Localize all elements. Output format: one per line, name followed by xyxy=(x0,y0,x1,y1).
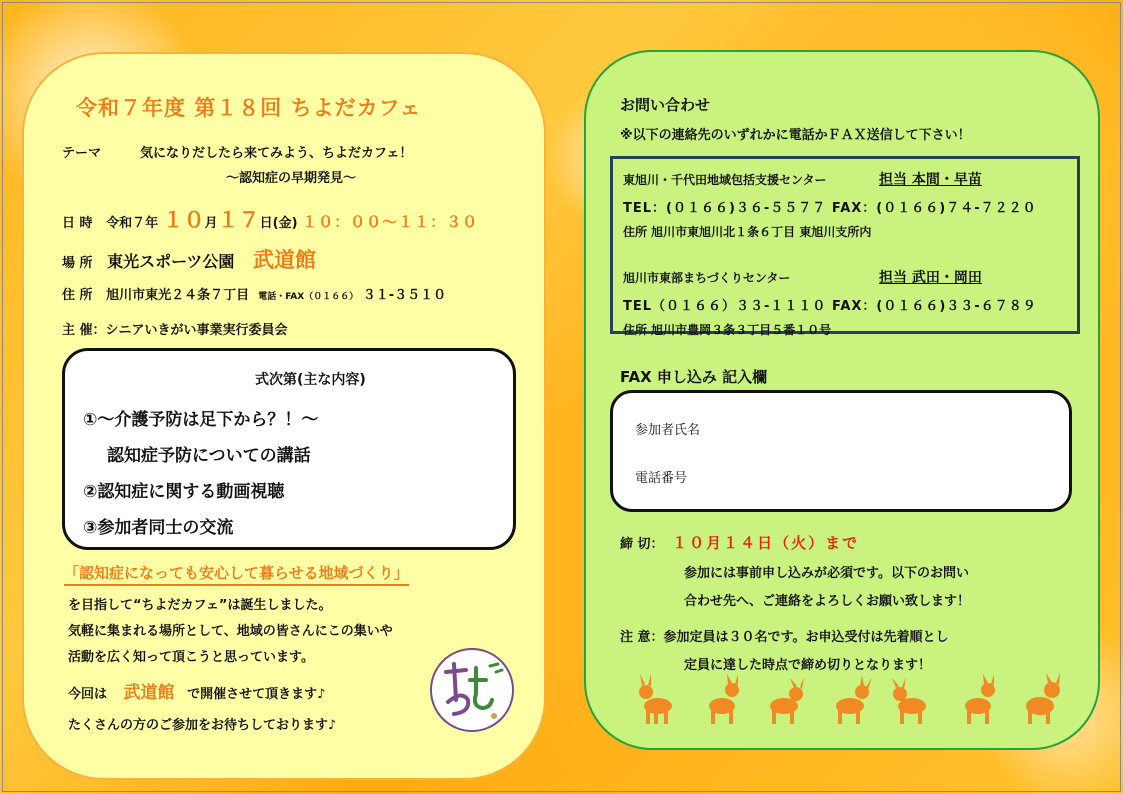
phone-number-field[interactable]: 電話番号 xyxy=(635,471,688,486)
addr-phone-label: 電話・FAX（０１６６） xyxy=(258,292,359,302)
date-day: １７ xyxy=(217,208,260,232)
agenda-item-3: ③参加者同士の交流 xyxy=(83,518,234,538)
agenda-box xyxy=(62,348,516,550)
intro-line-1: を目指して“ちよだカフェ”は誕生しました。 xyxy=(68,598,332,613)
contact-2-org: 旭川市東部まちづくりセンター xyxy=(623,271,791,285)
date-day-unit: 日(金) xyxy=(259,216,298,231)
deer-decoration xyxy=(634,672,1074,732)
deadline-note-1: 参加には事前申し込みが必須です。以下のお問い xyxy=(684,566,969,581)
place-name: 東光スポーツ公園 xyxy=(107,252,235,271)
contact-1-staff: 担当 本間・早苗 xyxy=(879,172,982,188)
contact-1-name xyxy=(623,171,982,188)
venue-announcement xyxy=(68,678,325,703)
theme-label: テーマ xyxy=(62,146,102,161)
fax-form-title: FAX 申し込み 記入欄 xyxy=(620,368,768,386)
deer-icon xyxy=(762,672,810,728)
agenda-title: 式次第(主な内容) xyxy=(255,372,366,388)
intro-line-3: 活動を広く知って頂こうと思っています。 xyxy=(68,650,314,665)
chiyoda-cafe-logo xyxy=(430,648,514,732)
fax-form-box[interactable] xyxy=(610,390,1072,512)
deer-icon xyxy=(698,672,746,728)
event-title: 令和７年度 第１８回 ちよだカフェ xyxy=(76,96,422,120)
deer-icon xyxy=(826,672,874,728)
event-info-panel xyxy=(22,52,546,780)
intro-line-2: 気軽に集まれる場所として、地域の皆さんにこの集いや xyxy=(68,624,393,639)
deer-icon xyxy=(890,672,938,728)
date-era: 令和７年 xyxy=(106,216,159,231)
contact-2-addr: 住所 旭川市豊岡３条３丁目５番１０号 xyxy=(623,323,832,337)
addr-label: 住 所 xyxy=(62,288,93,303)
deer-icon xyxy=(954,672,1002,728)
deadline-label: 締 切： xyxy=(620,537,664,552)
contact-2-tel: TEL（０１６６）３３-１１１０ FAX：(０１６６)３３-６７８９ xyxy=(623,299,1037,314)
venue-highlight: 武道館 xyxy=(123,683,175,703)
event-host: 主 催：シニアいきがい事業実行委員会 xyxy=(62,323,288,338)
venue-post: で開催させて頂きます♪ xyxy=(187,687,326,702)
logo-mark-icon xyxy=(432,650,512,730)
inquiry-note: ※以下の連絡先のいずれかに電話かＦＡＸ送信して下さい！ xyxy=(620,128,971,143)
date-time: １０：００～１１：３０ xyxy=(302,213,479,231)
deadline xyxy=(620,532,859,553)
contact-2-name xyxy=(623,269,982,286)
notice-1: 注 意：参加定員は３０名です。お申込受付は先着順とし xyxy=(620,630,949,645)
theme-text: 気になりだしたら来てみよう、ちよだカフェ！ xyxy=(140,146,413,161)
notice-2: 定員に達した時点で締め切りとなります！ xyxy=(684,658,932,673)
place-hall: 武道館 xyxy=(252,248,316,272)
event-address xyxy=(62,284,446,303)
application-panel xyxy=(584,50,1100,750)
deer-icon xyxy=(1018,672,1066,728)
agenda-item-1-sub: 認知症予防についての講話 xyxy=(107,446,311,466)
agenda-item-1: ①～介護予防は足下から？！～ xyxy=(83,410,319,430)
inquiry-title: お問い合わせ xyxy=(620,96,711,114)
addr-phone: ３１-３５１０ xyxy=(362,288,447,303)
closing-message: たくさんの方のご参加をお待ちしております♪ xyxy=(68,718,337,733)
contact-1-org: 東旭川・千代田地域包括支援センター xyxy=(623,173,827,187)
venue-pre: 今回は xyxy=(68,687,108,702)
participant-name-field[interactable]: 参加者氏名 xyxy=(635,423,701,438)
event-place xyxy=(62,244,316,274)
event-date xyxy=(62,204,478,234)
date-label: 日 時 xyxy=(62,216,93,231)
theme-subtitle: ～認知症の早期発見～ xyxy=(226,171,357,186)
slogan: 「認知症になっても安心して暮らせる地域づくり」 xyxy=(64,562,409,586)
date-month-unit: 月 xyxy=(204,216,218,231)
contact-1-tel: TEL：(０１６６)３６-５５７７ FAX：(０１６６)７４-７２２０ xyxy=(623,201,1037,216)
place-label: 場 所 xyxy=(62,256,93,271)
deadline-value: １０月１４日（火）まで xyxy=(672,534,860,552)
contact-2-staff: 担当 武田・岡田 xyxy=(879,270,982,286)
contact-1-addr: 住所 旭川市東旭川北１条６丁目 東旭川支所内 xyxy=(623,225,872,239)
agenda-item-2: ②認知症に関する動画視聴 xyxy=(83,482,285,502)
contact-box xyxy=(610,156,1080,337)
addr-value: 旭川市東光２４条７丁目 xyxy=(106,288,250,303)
date-month: １０ xyxy=(162,208,205,232)
deadline-note-2: 合わせ先へ、ご連絡をよろしくお願い致します！ xyxy=(684,594,971,609)
deer-icon xyxy=(634,672,682,728)
